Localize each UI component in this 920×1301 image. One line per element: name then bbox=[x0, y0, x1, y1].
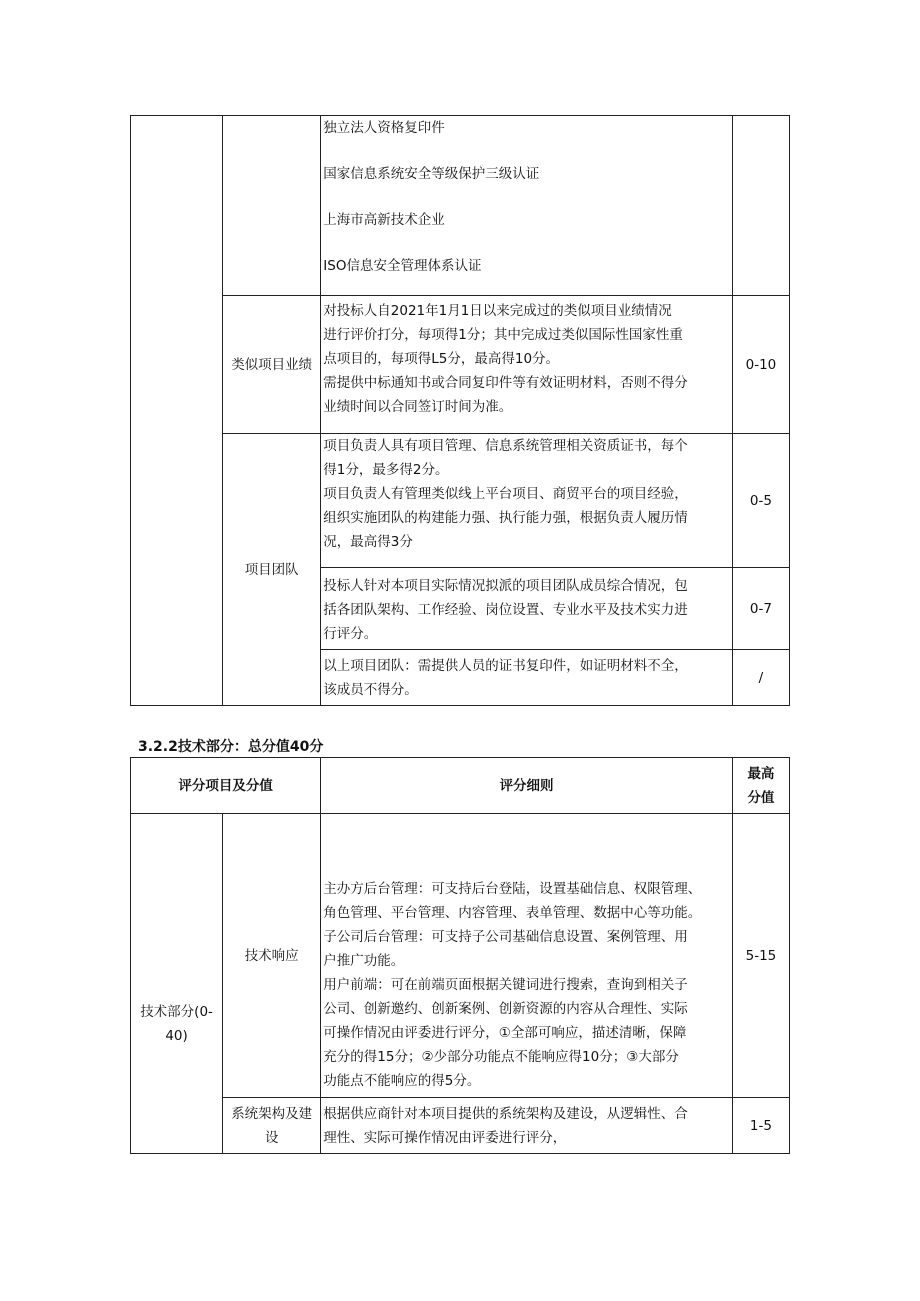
detail-line: 进行评价打分，每项得1分；其中完成过类似国际性国家性重 bbox=[323, 327, 683, 343]
score-range: 0-7 bbox=[732, 568, 789, 650]
category-line2: 40) bbox=[165, 1027, 188, 1044]
qual-item: 上海市高新技术企业 bbox=[323, 212, 445, 228]
score-range: 0-5 bbox=[732, 434, 789, 568]
qual-item: ISO信息安全管理体系认证 bbox=[323, 258, 482, 274]
detail-line: 角色管理、平台管理、内容管理、表单管理、数据中心等功能。 bbox=[323, 905, 702, 921]
score-range: / bbox=[732, 650, 789, 706]
header-max-line1: 最高 bbox=[747, 765, 775, 782]
score-range: 1-5 bbox=[732, 1098, 789, 1154]
arch-name-line2: 设 bbox=[264, 1129, 279, 1146]
detail-line: 需提供中标通知书或合同复印件等有效证明材料，否则不得分 bbox=[323, 375, 688, 391]
qualification-list bbox=[321, 116, 733, 296]
detail-line: 用户前端：可在前端页面根据关键词进行搜索，查询到相关子 bbox=[323, 977, 688, 993]
detail-line: 该成员不得分。 bbox=[323, 682, 418, 698]
detail-line: 主办方后台管理：可支持后台登陆，设置基础信息、权限管理、 bbox=[323, 881, 702, 897]
detail-line: 可操作情况由评委进行评分，①全部可响应，描述清晰，保障 bbox=[323, 1025, 687, 1041]
detail-line: 子公司后台管理：可支持子公司基础信息设置、案例管理、用 bbox=[323, 929, 688, 945]
header-max-line2: 分值 bbox=[747, 789, 775, 806]
detail-line: 组织实施团队的构建能力强、执行能力强，根据负责人履历情 bbox=[323, 510, 688, 526]
system-architecture-detail bbox=[321, 1098, 733, 1154]
item-project-team: 项目团队 bbox=[223, 434, 321, 706]
item-similar-projects: 类似项目业绩 bbox=[223, 296, 321, 434]
category-line1: 技术部分(0- bbox=[140, 1003, 213, 1020]
section-heading: 3.2.2技术部分：总分值40分 bbox=[138, 739, 324, 755]
item-system-architecture bbox=[223, 1098, 321, 1154]
detail-line: 得1分，最多得2分。 bbox=[323, 462, 449, 478]
header-max-score bbox=[732, 758, 789, 814]
item-cell-empty bbox=[223, 116, 321, 296]
detail-line: 充分的得15分；②少部分功能点不能响应得10分；③大部分 bbox=[323, 1049, 679, 1065]
detail-line: 项目负责人具有项目管理、信息系统管理相关资质证书，每个 bbox=[323, 438, 688, 454]
team-leader-detail bbox=[321, 434, 733, 568]
team-members-detail bbox=[321, 568, 733, 650]
team-evidence-detail bbox=[321, 650, 733, 706]
detail-line: 以上项目团队：需提供人员的证书复印件，如证明材料不全， bbox=[323, 658, 688, 674]
detail-line: 对投标人自2021年1月1日以来完成过的类似项目业绩情况 bbox=[323, 303, 672, 319]
header-detail: 评分细则 bbox=[321, 758, 733, 814]
score-cell-empty bbox=[732, 116, 789, 296]
detail-line: 行评分。 bbox=[323, 626, 378, 642]
tech-response-detail bbox=[321, 814, 733, 1098]
header-item: 评分项目及分值 bbox=[131, 758, 321, 814]
qual-item: 独立法人资格复印件 bbox=[323, 120, 445, 136]
detail-line: 投标人针对本项目实际情况拟派的项目团队成员综合情况，包 bbox=[323, 578, 688, 594]
item-tech-response: 技术响应 bbox=[223, 814, 321, 1098]
detail-line: 业绩时间以合同签订时间为准。 bbox=[323, 399, 513, 415]
score-range: 0-10 bbox=[732, 296, 789, 434]
detail-line: 公司、创新邀约、创新案例、创新资源的内容从合理性、实际 bbox=[323, 1001, 688, 1017]
qual-item: 国家信息系统安全等级保护三级认证 bbox=[323, 166, 540, 182]
detail-line: 户推广功能。 bbox=[323, 953, 405, 969]
detail-line: 况，最高得3分 bbox=[323, 534, 413, 550]
technical-scoring-table bbox=[130, 757, 790, 1154]
detail-line: 点项目的，每项得L5分，最高得10分。 bbox=[323, 351, 560, 367]
scoring-table-continued bbox=[130, 115, 790, 706]
detail-line: 根据供应商针对本项目提供的系统架构及建设，从逻辑性、合 bbox=[323, 1105, 688, 1122]
detail-line: 括各团队架构、工作经验、岗位设置、专业水平及技术实力进 bbox=[323, 602, 688, 618]
detail-line: 功能点不能响应的得5分。 bbox=[323, 1073, 481, 1089]
score-range: 5-15 bbox=[732, 814, 789, 1098]
arch-name-line1: 系统架构及建 bbox=[231, 1105, 313, 1122]
category-technical bbox=[131, 814, 223, 1154]
detail-line: 理性、实际可操作情况由评委进行评分， bbox=[323, 1129, 567, 1146]
similar-projects-detail bbox=[321, 296, 733, 434]
detail-line: 项目负责人有管理类似线上平台项目、商贸平台的项目经验， bbox=[323, 486, 688, 502]
category-cell-empty bbox=[131, 116, 223, 706]
